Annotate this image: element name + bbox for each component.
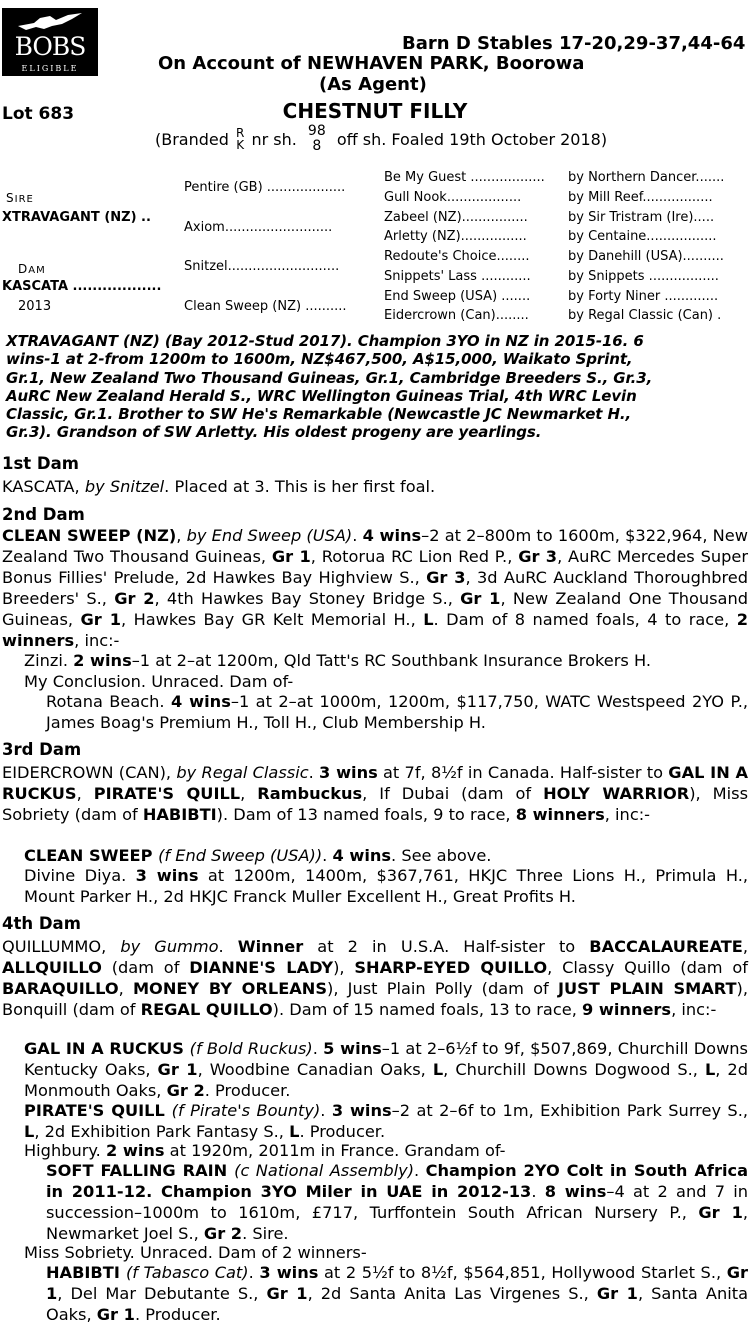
text: , AuRC Mercedes Super Bonus Fillies' Prelude, 2d Hawkes Bay Highview S., (2, 547, 748, 587)
grade: Gr 2 (166, 1081, 205, 1100)
text: . See above. (391, 846, 492, 865)
text: QUILLUMMO, (2, 937, 121, 956)
wins: 5 wins (323, 1039, 382, 1058)
gen3-snippets-lass: Snippets' Lass ............ (384, 270, 531, 284)
text: at 1920m, 2011m in France. Grandam of- (164, 1141, 506, 1160)
gen4-mill-reef: by Mill Reef................. (568, 191, 713, 205)
second-dam-entry (2, 525, 748, 651)
horse-name: HABIBTI (142, 805, 217, 824)
text: . (531, 1182, 545, 1201)
text: Highbury. (24, 1141, 106, 1160)
text: . Producer. (134, 1305, 221, 1324)
sire-line: Gr.1, New Zealand Two Thousand Guineas, Gr.1, Cambridge Breeders S., Gr.3, (6, 368, 653, 387)
grade: Gr 1 (266, 1284, 308, 1303)
text: , 3d AuRC Auckland Thoroughbred Breeders' S., (2, 568, 749, 608)
brand-top: 98 (307, 123, 326, 139)
text: . (248, 1263, 260, 1282)
text: , (118, 979, 133, 998)
page-title: CHESTNUT FILLY (282, 99, 468, 123)
text: ), Just Plain Polly (dam of (327, 979, 558, 998)
text: , Classy Quillo (dam of (547, 958, 748, 977)
text: ), Miss Sobriety (dam of (2, 784, 749, 824)
horse-name: ALLQUILLO (2, 958, 102, 977)
text: –4 at 2 and 7 in succession–1000m to 1610m, £717, Turffontein South African Nursery P., (46, 1182, 749, 1222)
winners: 9 winners (582, 1000, 672, 1019)
grade: Gr 1 (460, 589, 501, 608)
first-dam-entry (2, 476, 748, 497)
gen3-arletty: Arletty (NZ)................ (384, 230, 527, 244)
text: , (240, 784, 258, 803)
bird-icon (16, 12, 86, 32)
text: ). Dam of 15 named foals, 13 to race, (272, 1000, 582, 1019)
section-fourth-dam: 4th Dam (2, 914, 81, 933)
text: , Newmarket Joel S., (46, 1203, 748, 1243)
grade: Gr 1 (271, 547, 311, 566)
horse-name: DIANNE'S LADY (189, 958, 334, 977)
wins: 3 wins (319, 763, 378, 782)
progeny-zinzi (24, 650, 748, 671)
winners: 2 winners (2, 610, 748, 650)
text: . Producer. (299, 1122, 386, 1141)
horse-name: CLEAN SWEEP (24, 846, 159, 865)
dam-label-text: AM (28, 265, 46, 276)
text: –2 at 2–800m to 1600m, $322,964, New Zealand Two Thousand Guineas, (2, 526, 748, 566)
fourth-dam-entry (2, 936, 748, 1020)
brand-k: K (236, 138, 245, 152)
sire-ref: (c National Assembly) (234, 1161, 415, 1180)
vendor-line: On Account of NEWHAVEN PARK, Boorowa (158, 53, 585, 74)
brand-fraction (308, 124, 326, 154)
gen3-zabeel: Zabeel (NZ)................ (384, 211, 528, 225)
grade: Gr 1 (596, 1284, 638, 1303)
sire-line: wins-1 at 2-from 1200m to 1600m, NZ$467,500, A$15,000, Waikato Sprint, (6, 350, 633, 369)
text: , Santa Anita Oaks, (46, 1284, 748, 1324)
grade: Gr 2 (203, 1224, 243, 1243)
text: KASCATA, (2, 477, 80, 496)
text: , Churchill Downs Dogwood S., (443, 1060, 705, 1079)
horse-name: Rambuckus (257, 784, 363, 803)
sire-ref: (f End Sweep (USA)) (158, 846, 323, 865)
text: , Hawkes Bay GR Kelt Memorial H., (120, 610, 424, 629)
sire-ref: by Gummo (120, 937, 219, 956)
text: (dam of (101, 958, 190, 977)
wins: 3 wins (331, 1101, 392, 1120)
gen3-be-my-guest: Be My Guest .................. (384, 171, 545, 185)
wins: 3 wins (259, 1263, 319, 1282)
horse-name: HABIBTI (46, 1263, 126, 1282)
section-third-dam: 3rd Dam (2, 740, 82, 759)
wins: 8 wins (544, 1182, 607, 1201)
text: at 2 in U.S.A. Half-sister to (303, 937, 590, 956)
text: Rotana Beach. (46, 692, 171, 711)
wins: 2 wins (73, 651, 132, 670)
sire-label-text: IRE (14, 194, 34, 205)
wins: 4 wins (362, 526, 422, 545)
grade: Gr 1 (96, 1305, 135, 1324)
grade: Gr 2 (114, 589, 155, 608)
wins: 4 wins (332, 846, 392, 865)
horse-name: JUST PLAIN SMART (557, 979, 737, 998)
wins: 4 wins (171, 692, 231, 711)
text: , If Dubai (dam of (362, 784, 544, 803)
horse-name: GAL IN A RUCKUS (2, 763, 749, 803)
gen4-snippets: by Snippets ................. (568, 270, 719, 284)
horse-name: REGAL QUILLO (140, 1000, 273, 1019)
horse-name: PIRATE'S QUILL (24, 1101, 172, 1120)
text: , (76, 784, 94, 803)
brand-r: R (236, 126, 245, 140)
text: . (322, 846, 333, 865)
horse-name: HOLY WARRIOR (543, 784, 690, 803)
gen4-centaine: by Centaine................. (568, 230, 717, 244)
grade: Gr 1 (46, 1263, 749, 1303)
brand-bottom: 8 (312, 138, 322, 154)
text: . (352, 526, 363, 545)
brand-nr-sh: nr sh. (251, 129, 297, 149)
text: EIDERCROWN (CAN), (2, 763, 177, 782)
sire-ref: (f Bold Ruckus) (189, 1039, 313, 1058)
wins: 3 wins (135, 866, 199, 885)
text: , (176, 526, 187, 545)
brand-prefix: (Branded (155, 129, 229, 149)
sire-ref: (f Pirate's Bounty) (171, 1101, 321, 1120)
section-second-dam: 2nd Dam (2, 505, 85, 524)
text: ). Dam of 13 named foals, 9 to race, (216, 805, 516, 824)
logo-word-bobs: BOBS (14, 32, 86, 61)
grade: Gr 1 (157, 1060, 198, 1079)
gen4-regal-classic: by Regal Classic (Can) . (568, 309, 722, 323)
text: . Producer. (204, 1081, 291, 1100)
horse-name: PIRATE'S QUILL (93, 784, 241, 803)
text: –1 at 2–6½f to 9f, $507,869, Churchill Downs Kentucky Oaks, (24, 1039, 748, 1079)
horse-name: SHARP-EYED QUILLO (354, 958, 548, 977)
text: , (742, 937, 748, 956)
section-first-dam: 1st Dam (2, 454, 79, 473)
sire-label: SIRE (6, 191, 34, 205)
gen2-axiom: Axiom.......................... (184, 221, 333, 235)
sire-ref: by End Sweep (USA) (186, 526, 353, 545)
gen4-danehill: by Danehill (USA).......... (568, 250, 724, 264)
sire-ref: by Regal Classic (176, 763, 309, 782)
gen4-sir-tristram: by Sir Tristram (Ire)..... (568, 211, 715, 225)
gen2-clean-sweep: Clean Sweep (NZ) .......... (184, 300, 347, 314)
sire-name: XTRAVAGANT (NZ) .. (2, 211, 151, 225)
brand-mark (236, 127, 244, 151)
grade: Gr 3 (518, 547, 558, 566)
text: . (414, 1161, 426, 1180)
progeny-miss-sobriety (24, 1242, 748, 1263)
text: at 1200m, 1400m, $367,761, HKJC Three Lions H., Primula H., Mount Parker H., 2d HKJC Franck Muller Excellent H., Great Profits H. (24, 866, 749, 906)
text: , 2d Santa Anita Las Virgenes S., (307, 1284, 597, 1303)
dam-label: DAM (18, 262, 46, 276)
brand-info (155, 124, 607, 154)
gen4-forty-niner: by Forty Niner ............. (568, 290, 719, 304)
logo-word-eligible: ELIGIBLE (21, 64, 79, 73)
brand-suffix: off sh. Foaled 19th October 2018) (336, 129, 608, 149)
progeny-pirates-quill (24, 1100, 748, 1142)
sire-line: Classic, Gr.1. Brother to SW He's Remarkable (Newcastle JC Newmarket H., (6, 405, 632, 424)
wins: Winner (237, 937, 304, 956)
gen3-gull-nook: Gull Nook.................. (384, 191, 522, 205)
dam-year: 2013 (18, 300, 52, 314)
text: My Conclusion. Unraced. Dam of- (24, 672, 294, 691)
agent-line: (As Agent) (319, 74, 427, 95)
sire-ref: by Snitzel (84, 477, 165, 496)
text: Miss Sobriety. Unraced. Dam of 2 winners- (24, 1243, 367, 1262)
progeny-clean-sweep (24, 845, 748, 866)
grade: L (289, 1122, 300, 1141)
text: . (308, 763, 320, 782)
gen3-redoutes-choice: Redoute's Choice........ (384, 250, 530, 264)
lot-number: Lot 683 (2, 104, 75, 124)
progeny-soft-falling-rain (46, 1160, 748, 1244)
text: , inc:- (74, 631, 120, 650)
gen4-northern-dancer: by Northern Dancer....... (568, 171, 725, 185)
progeny-gal-in-a-ruckus (24, 1038, 748, 1101)
text: –1 at 2–at 1200m, Qld Tatt's RC Southbank Insurance Brokers H. (131, 651, 652, 670)
gen2-snitzel: Snitzel........................... (184, 260, 340, 274)
text: , inc:- (671, 1000, 717, 1019)
sire-description (6, 332, 748, 442)
text: , Woodbine Canadian Oaks, (197, 1060, 433, 1079)
text: . (312, 1039, 324, 1058)
grade: L (704, 1060, 716, 1079)
text: –2 at 2–6f to 1m, Exhibition Park Surrey S., (391, 1101, 748, 1120)
grade: L (432, 1060, 444, 1079)
championship: Champion 2YO Colt in South Africa in 2011-12. Champion 3YO Miler in UAE in 2012-13 (46, 1161, 749, 1201)
third-dam-entry (2, 762, 748, 825)
wins: 2 wins (105, 1141, 165, 1160)
dam-name: KASCATA .................. (2, 280, 162, 294)
grade: L (24, 1122, 35, 1141)
text: . (320, 1101, 332, 1120)
text: , inc:- (604, 805, 651, 824)
winners: 8 winners (515, 805, 605, 824)
horse-name: CLEAN SWEEP (NZ) (2, 526, 177, 545)
barn-location: Barn D Stables 17-20,29-37,44-64 (402, 33, 746, 54)
horse-name: MONEY BY ORLEANS (132, 979, 328, 998)
progeny-rotana-beach (46, 691, 748, 733)
grade: Gr 1 (698, 1203, 743, 1222)
grade: L (423, 610, 434, 629)
gen3-end-sweep: End Sweep (USA) ....... (384, 290, 531, 304)
text: at 2 5½f to 8½f, $564,851, Hollywood Starlet S., (318, 1263, 727, 1282)
text: , 2d Monmouth Oaks, (24, 1060, 749, 1100)
sire-line: Gr.3). Grandson of SW Arletty. His oldest progeny are yearlings. (6, 423, 542, 442)
text: . (218, 937, 238, 956)
horse-name: BACCALAUREATE (589, 937, 743, 956)
progeny-habibti (46, 1262, 748, 1325)
sire-line: AuRC New Zealand Herald S., WRC Wellington Guineas Trial, 4th WRC Levin (6, 386, 637, 405)
grade: Gr 3 (426, 568, 466, 587)
progeny-my-conclusion (24, 671, 748, 692)
text: ), Bonquill (dam of (2, 979, 748, 1019)
text: . Sire. (242, 1224, 289, 1243)
bobs-eligible-logo (2, 8, 98, 76)
grade: Gr 1 (80, 610, 121, 629)
text: . Placed at 3. This is her first foal. (164, 477, 436, 496)
text: . Dam of 8 named foals, 4 to race, (433, 610, 737, 629)
text: , New Zealand One Thousand Guineas, (2, 589, 749, 629)
text: at 7f, 8½f in Canada. Half-sister to (377, 763, 669, 782)
horse-name: GAL IN A RUCKUS (24, 1039, 190, 1058)
text: , 4th Hawkes Bay Stoney Bridge S., (154, 589, 461, 608)
text: , Del Mar Debutante S., (57, 1284, 267, 1303)
sire-line: XTRAVAGANT (NZ) (Bay 2012-Stud 2017). Champion 3YO in NZ in 2015-16. 6 (6, 332, 644, 350)
gen3-eidercrown: Eidercrown (Can)........ (384, 309, 529, 323)
sire-ref: (f Tabasco Cat) (125, 1263, 249, 1282)
text: Zinzi. (24, 651, 74, 670)
horse-name: SOFT FALLING RAIN (46, 1161, 235, 1180)
horse-name: BARAQUILLO (2, 979, 119, 998)
progeny-highbury (24, 1140, 748, 1161)
text: –1 at 2–at 1000m, 1200m, $117,750, WATC Westspeed 2YO P., James Boag's Premium H., Toll H., Club Membership H. (46, 692, 748, 732)
progeny-divine-diya (24, 865, 748, 907)
text: ), (333, 958, 355, 977)
text: , Rotorua RC Lion Red P., (310, 547, 519, 566)
text: , 2d Exhibition Park Fantasy S., (34, 1122, 290, 1141)
text: Divine Diya. (24, 866, 136, 885)
gen2-pentire: Pentire (GB) ................... (184, 181, 346, 195)
